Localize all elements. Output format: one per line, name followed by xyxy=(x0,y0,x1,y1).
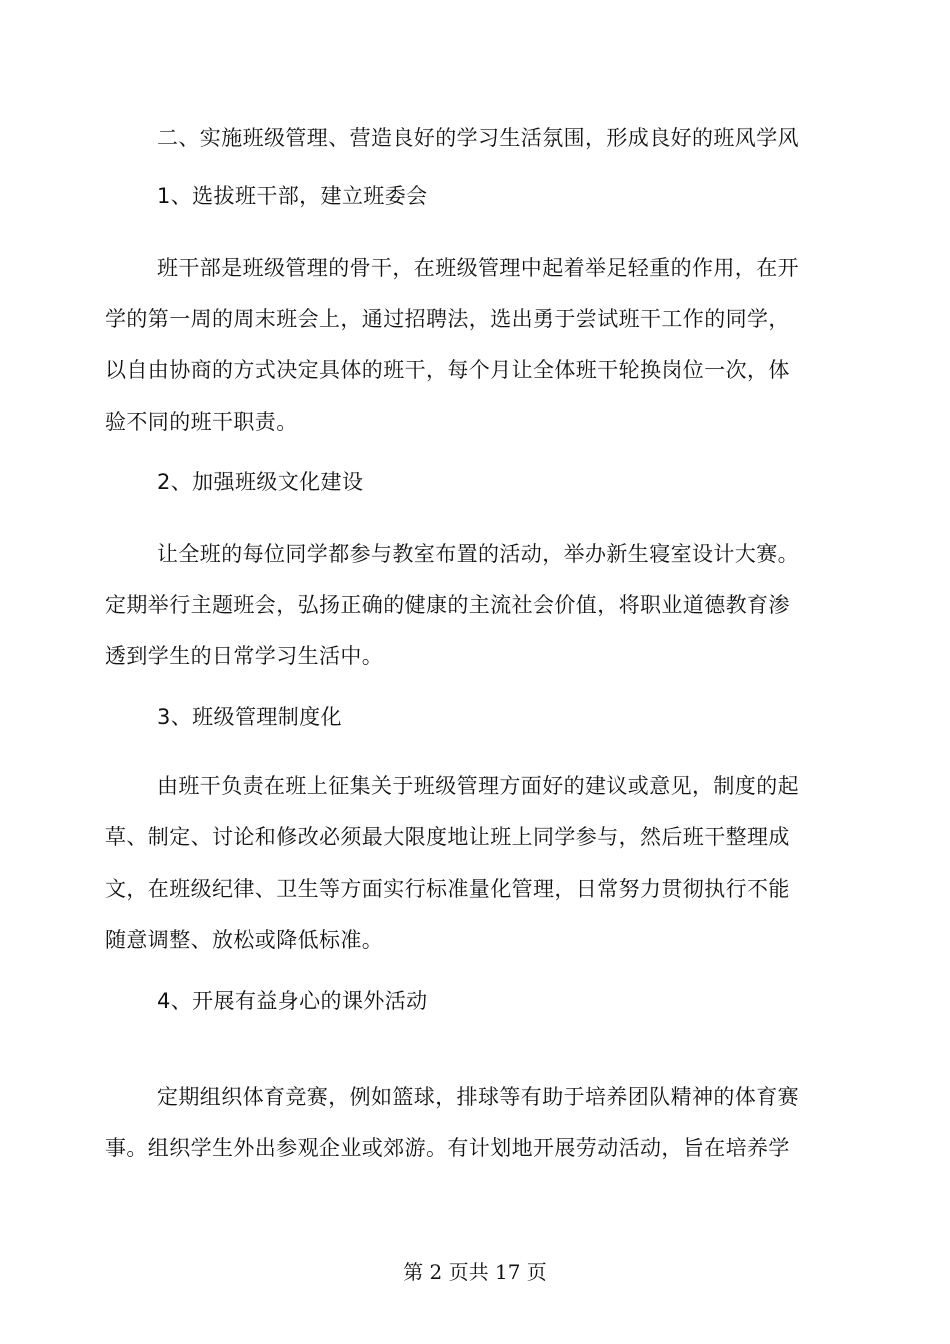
paragraph-4-line-1: 定期组织体育竞赛，例如篮球，排球等有助于培养团队精神的体育赛 xyxy=(157,1085,799,1109)
section-3-title: 3、班级管理制度化 xyxy=(157,705,342,729)
paragraph-4-line-2: 事。组织学生外出参观企业或郊游。有计划地开展劳动活动，旨在培养学 xyxy=(105,1136,790,1160)
paragraph-2-line-2: 定期举行主题班会，弘扬正确的健康的主流社会价值，将职业道德教育渗 xyxy=(105,593,790,617)
paragraph-3-line-3: 文，在班级纪律、卫生等方面实行标准量化管理，日常努力贯彻执行不能 xyxy=(105,877,790,901)
page-number-footer: 第 2 页共 17 页 xyxy=(403,1260,547,1284)
paragraph-1-line-2: 学的第一周的周末班会上，通过招聘法，选出勇于尝试班干工作的同学， xyxy=(105,307,790,331)
paragraph-2-line-1: 让全班的每位同学都参与教室布置的活动，举办新生寝室设计大赛。 xyxy=(157,542,799,566)
paragraph-3-line-4: 随意调整、放松或降低标准。 xyxy=(105,928,384,952)
paragraph-1-line-4: 验不同的班干职责。 xyxy=(105,410,298,434)
paragraph-3-line-2: 草、制定、讨论和修改必须最大限度地让班上同学参与，然后班干整理成 xyxy=(105,825,790,849)
section-1-title: 1、选拔班干部，建立班委会 xyxy=(157,184,428,208)
section-heading: 二、实施班级管理、营造良好的学习生活氛围，形成良好的班风学风 xyxy=(157,126,799,150)
section-4-title: 4、开展有益身心的课外活动 xyxy=(157,989,428,1013)
paragraph-1-line-3: 以自由协商的方式决定具体的班干，每个月让全体班干轮换岗位一次，体 xyxy=(105,358,790,382)
paragraph-3-line-1: 由班干负责在班上征集关于班级管理方面好的建议或意见，制度的起 xyxy=(157,774,799,798)
section-2-title: 2、加强班级文化建设 xyxy=(157,470,364,494)
paragraph-2-line-3: 透到学生的日常学习生活中。 xyxy=(105,644,384,668)
paragraph-1-line-1: 班干部是班级管理的骨干，在班级管理中起着举足轻重的作用，在开 xyxy=(157,256,799,280)
